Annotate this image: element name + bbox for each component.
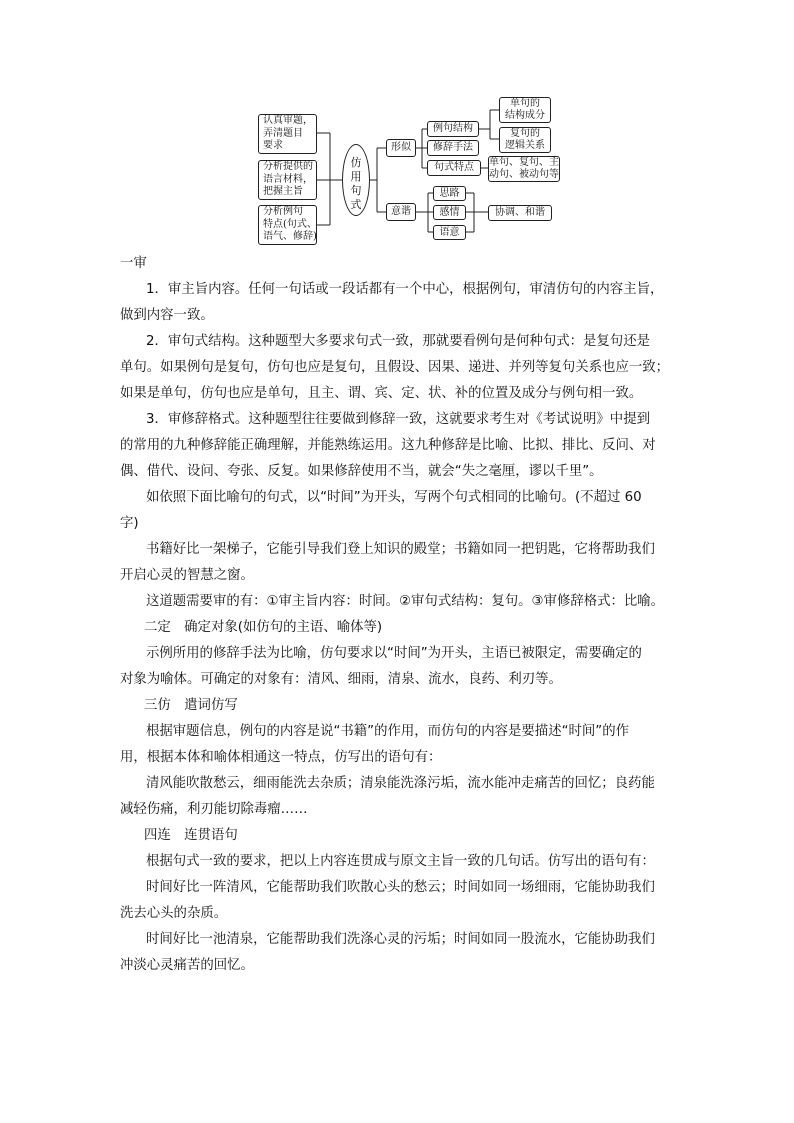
example-prompt: 字) (120, 516, 139, 531)
paragraph-line: 做到内容一致。 (120, 308, 214, 323)
item-rhetoric: 修辞手法 (427, 140, 479, 156)
article-body (120, 251, 676, 979)
paragraph-line: 的常用的九种修辞能正确理解，并能熟练运用。这九种修辞是比喻、比拟、排比、反问、对 (120, 438, 656, 453)
item-example-structure: 例句结构 (427, 121, 479, 137)
center-oval: 仿 用 句 式 (342, 144, 370, 216)
paragraph-line: 2．审句式结构。这种题型大多要求句式一致，那就要看例句是何种句式：是复句还是 (146, 334, 650, 349)
branch-xingsi: 形似 (386, 139, 416, 157)
connector-lines (0, 0, 794, 260)
paragraph-line: 清风能吹散愁云，细雨能洗去杂质；清泉能洗涤污垢，流水能冲走痛苦的回忆；良药能 (146, 776, 655, 791)
paragraph-line: 对象为喻体。可确定的对象有：清风、细雨，清泉、流水，良药、利刃等。 (120, 672, 562, 687)
item-thinking: 思路 (433, 186, 466, 201)
left-box-3: 分析例句 特点(句式、 语气、修辞) (258, 205, 317, 245)
item-feeling: 感情 (433, 205, 466, 220)
paragraph-line: 时间好比一池清泉，它能帮助我们洗涤心灵的污垢；时间如同一股流水，它能协助我们 (146, 932, 655, 947)
leaf-sentence-types: 单句、复句、主 动句、被动句等 (489, 157, 559, 180)
paragraph-line: 3．审修辞格式。这种题型往往要做到修辞一致，这就要求考生对《考试说明》中提到 (146, 412, 650, 427)
paragraph-line: 减轻伤痛，利刃能切除毒瘤…… (120, 802, 308, 817)
item-sentence-features: 句式特点 (427, 160, 481, 176)
paragraph-line: 根据审题信息，例句的内容是说“书籍”的作用，而仿句的内容是要描述“时间”的作 (146, 724, 630, 739)
example-sentence: 开启心灵的智慧之窗。 (120, 568, 254, 583)
paragraph-line: 时间好比一阵清风，它能帮助我们吹散心头的愁云；时间如同一场细雨，它能协助我们 (146, 880, 655, 895)
section-title-2: 二定 确定对象(如仿句的主语、喻体等) (144, 620, 383, 635)
paragraph-line: 如果是单句，仿句也应是单句，且主、谓、宾、定、状、补的位置及成分与例句相一致。 (120, 386, 643, 401)
leaf-complex-logic: 复句的 逻辑关系 (499, 127, 551, 153)
paragraph-line: 冲淡心灵痛苦的回忆。 (120, 958, 254, 973)
section-title-1: 一审 (120, 256, 147, 271)
left-box-2: 分析提供的 语言材料， 把握主旨 (258, 160, 317, 200)
paragraph-line: 示例所用的修辞手法为比喻，仿句要求以“时间”为开头，主语已被限定，需要确定的 (146, 646, 642, 661)
example-sentence: 书籍好比一架梯子，它能引导我们登上知识的殿堂；书籍如同一把钥匙，它将帮助我们 (146, 542, 655, 557)
section-title-4: 四连 连贯语句 (144, 828, 238, 843)
paragraph-line: 根据句式一致的要求，把以上内容连贯成与原文主旨一致的几句话。仿写出的语句有： (146, 854, 655, 869)
left-box-1: 认真审题， 弄清题目 要求 (258, 114, 317, 154)
paragraph-line: 单句。如果例句是复句，仿句也应是复句，且假设、因果、递进、并列等复句关系也应一致； (120, 360, 670, 375)
example-prompt: 如依照下面比喻句的句式，以“时间”为开头，写两个句式相同的比喻句。(不超过 60 (146, 490, 642, 505)
paragraph-line: 洗去心头的杂质。 (120, 906, 228, 921)
paragraph-line: 用，根据本体和喻体相通这一特点，仿写出的语句有： (120, 750, 442, 765)
leaf-harmony: 协调、和谐 (488, 205, 552, 221)
paragraph-line: 1．审主旨内容。任何一句话或一段话都有一个中心，根据例句，审清仿句的内容主旨， (146, 282, 664, 297)
paragraph-line: 偶、借代、设问、夸张、反复。如果修辞使用不当，就会“失之毫厘，谬以千里”。 (120, 464, 603, 479)
analysis-line: 这道题需要审的有：①审主旨内容：时间。②审句式结构：复句。③审修辞格式：比喻。 (146, 594, 665, 609)
branch-yixie: 意谐 (386, 203, 416, 221)
mind-map (0, 0, 794, 260)
leaf-single-structure: 单句的 结构成分 (499, 97, 551, 123)
item-meaning: 语意 (433, 225, 466, 240)
section-title-3: 三仿 遣词仿写 (144, 698, 238, 713)
